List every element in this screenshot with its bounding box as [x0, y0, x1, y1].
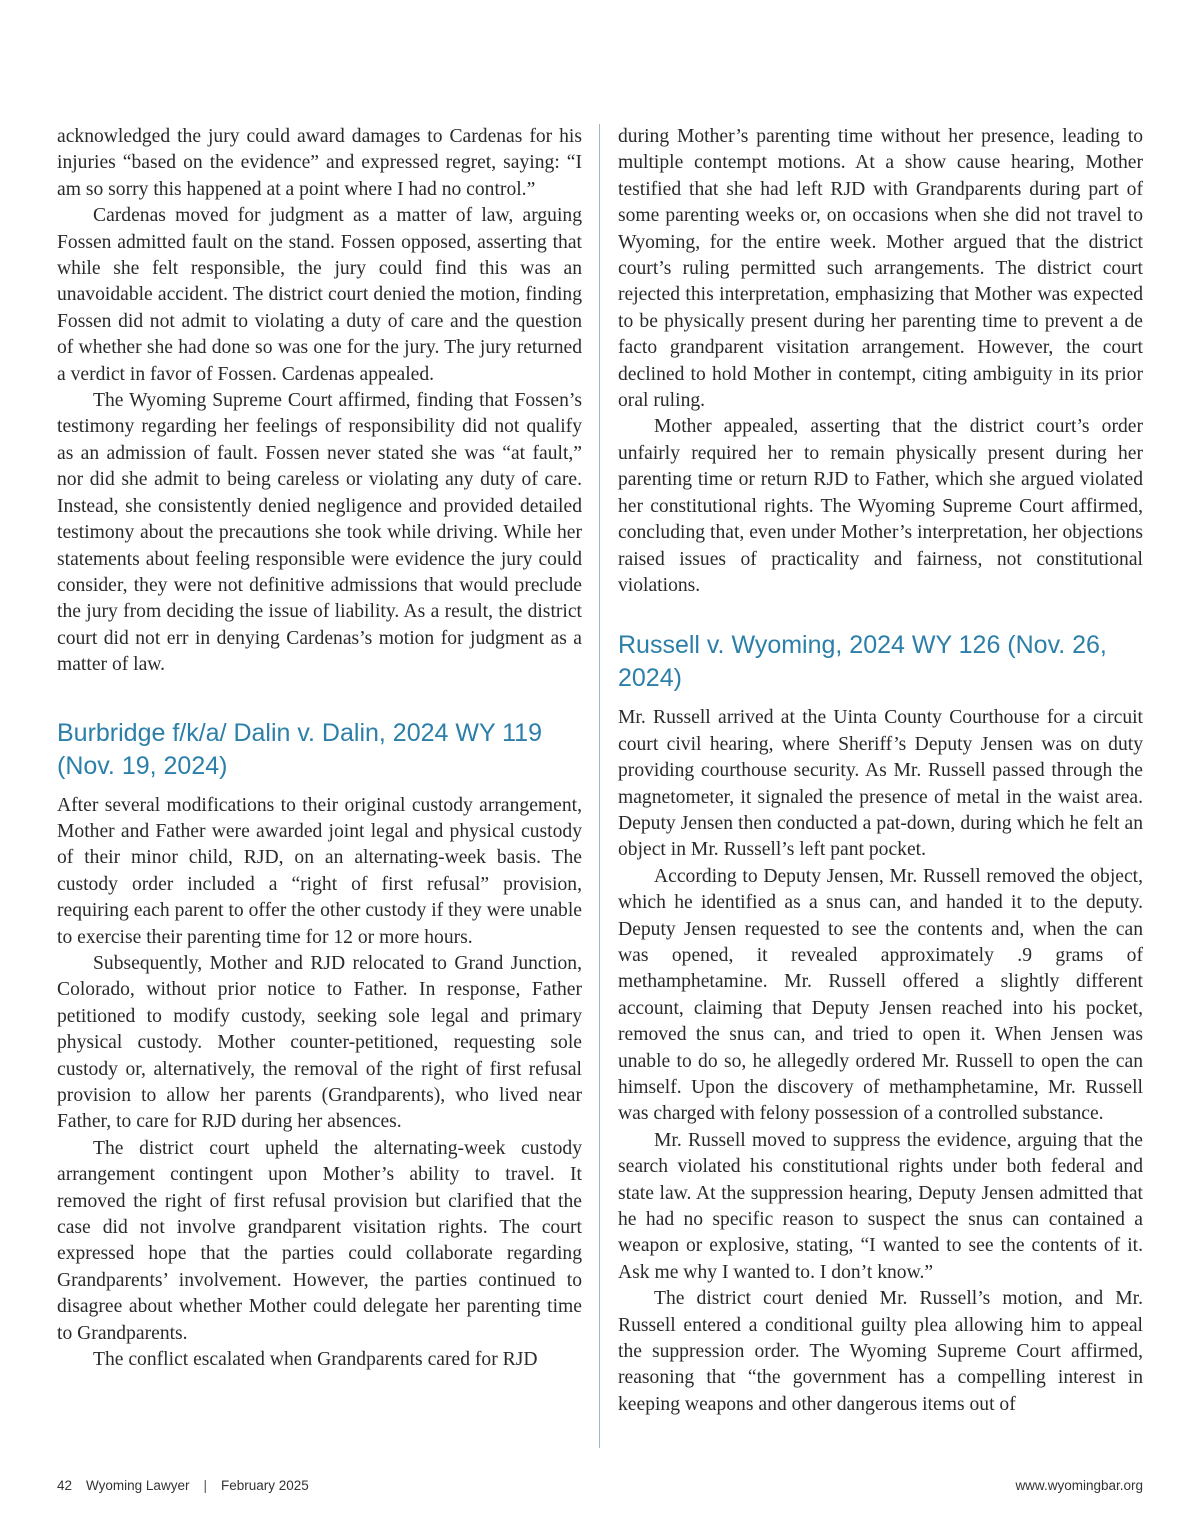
paragraph: Cardenas moved for judgment as a matter of law, arguing Fossen admitted fault on the stand. Fossen opposed, asserting that while she felt responsible, the jury could find this was an unavoidable accident. The district court denied the motion, finding Fossen did not admit to violating a duty of care and the question of whether she had done so was one for the jury. The jury returned a verdict in favor of Fossen. Cardenas appealed. [57, 205, 582, 385]
case-heading-burbridge: Burbridge f/k/a/ Dalin v. Dalin, 2024 WY 119 (Nov. 19, 2024) [57, 718, 542, 780]
footer-left [57, 1478, 309, 1493]
paragraph: According to Deputy Jensen, Mr. Russell removed the object, which he identified as a snus can, and handed it to the deputy. Deputy Jensen requested to see the contents and, when the can was opened, it revealed approximately .9 grams of methamphetamine. Mr. Russell offered a slightly different account, claiming that Deputy Jensen reached into his pocket, removed the snus can, and tried to open it. When Jensen was unable to do so, he allegedly ordered Mr. Russell to open the can himself. Upon the discovery of methamphetamine, Mr. Russell was charged with felony possession of a controlled substance. [618, 865, 1143, 1125]
paragraph: The district court denied Mr. Russell’s motion, and Mr. Russell entered a conditional guilty plea allowing him to appeal the suppression order. The Wyoming Supreme Court affirmed, reasoning that “the government has a compelling interest in keeping weapons and other dangerous items out of [618, 1288, 1143, 1415]
paragraph: during Mother’s parenting time without her presence, leading to multiple contempt motions. At a show cause hearing, Mother testified that she had left RJD with Grandparents during part of some parenting weeks or, on occasions when she did not travel to Wyoming, for the entire week. Mother argued that the district court’s ruling permitted such arrangements. The district court rejected this interpretation, emphasizing that Mother was expected to be physically present during her parenting time to prevent a de facto grandparent visitation arrangement. However, the court declined to hold Mother in contempt, citing ambiguity in its prior oral ruling. [618, 126, 1143, 412]
left-column [57, 124, 582, 1373]
paragraph: The Wyoming Supreme Court affirmed, finding that Fossen’s testimony regarding her feelings of responsibility did not qualify as an admission of fault. Fossen never stated she was “at fault,” nor did she admit to being careless or violating any duty of care. Instead, she consistently denied negligence and provided detailed testimony about the precautions she took while driving. While her statements about feeling responsible were evidence the jury could consider, they were not definitive admissions that would preclude the jury from deciding the issue of liability. As a result, the district court did not err in denying Cardenas’s motion for judgment as a matter of law. [57, 390, 582, 676]
paragraph: After several modifications to their original custody arrangement, Mother and Father were awarded joint legal and physical custody of their minor child, RJD, on an alternating-week basis. The custody order included a “right of first refusal” provision, requiring each parent to offer the other custody if they were unable to exercise their parenting time for 12 or more hours. [57, 794, 582, 948]
paragraph: The district court upheld the alternating-week custody arrangement contingent upon Mother’s ability to travel. It removed the right of first refusal provision but clarified that the case did not involve grandparent visitation rights. The court expressed hope that the parties could collaborate regarding Grandparents’ involvement. However, the parties continued to disagree about whether Mother could delegate her parenting time to Grandparents. [57, 1137, 582, 1344]
column-divider [599, 124, 600, 1448]
paragraph: Mr. Russell moved to suppress the evidence, arguing that the search violated his constitutional rights under both federal and state law. At the suppression hearing, Deputy Jensen admitted that he had no specific reason to suspect the snus can contained a weapon or explosive, stating, “I wanted to see the contents of it. Ask me why I wanted to. I don’t know.” [618, 1129, 1143, 1283]
paragraph: Mr. Russell arrived at the Uinta County Courthouse for a circuit court civil hearing, where Sheriff’s Deputy Jensen was on duty providing courthouse security. As Mr. Russell passed through the magnetometer, it signaled the presence of metal in the waist area. Deputy Jensen then conducted a pat-down, during which he felt an object in Mr. Russell’s left pant pocket. [618, 707, 1143, 861]
paragraph: The conflict escalated when Grandparents cared for RJD [93, 1349, 538, 1371]
footer-separator: | [203, 1478, 207, 1493]
website-link[interactable]: www.wyomingbar.org [1015, 1478, 1143, 1493]
right-column [618, 124, 1143, 1418]
page-footer [57, 1478, 1143, 1498]
paragraph: Subsequently, Mother and RJD relocated to Grand Junction, Colorado, without prior notice to Father. In response, Father petitioned to modify custody, seeking sole legal and primary physical custody. Mother counter-petitioned, requesting sole custody or, alternatively, the removal of the right of first refusal provision to allow her parents (Grandparents), who lived near Father, to care for RJD during her absences. [57, 952, 582, 1133]
paragraph: acknowledged the jury could award damages to Cardenas for his injuries “based on the evidence” and expressed regret, saying: “I am so sorry this happened at a point where I had no control.” [57, 126, 582, 200]
case-heading-russell: Russell v. Wyoming, 2024 WY 126 (Nov. 26, 2024) [618, 631, 1107, 693]
paragraph: Mother appealed, asserting that the district court’s order unfairly required her to remain physically present during her parenting time or return RJD to Father, which she argued violated her constitutional rights. The Wyoming Supreme Court affirmed, concluding that, even under Mother’s interpretation, her objections raised issues of practicality and fairness, not constitutional violations. [618, 416, 1143, 596]
issue-date: February 2025 [220, 1478, 309, 1493]
page-number: 42 [57, 1478, 73, 1493]
publication-name: Wyoming Lawyer [86, 1478, 190, 1493]
